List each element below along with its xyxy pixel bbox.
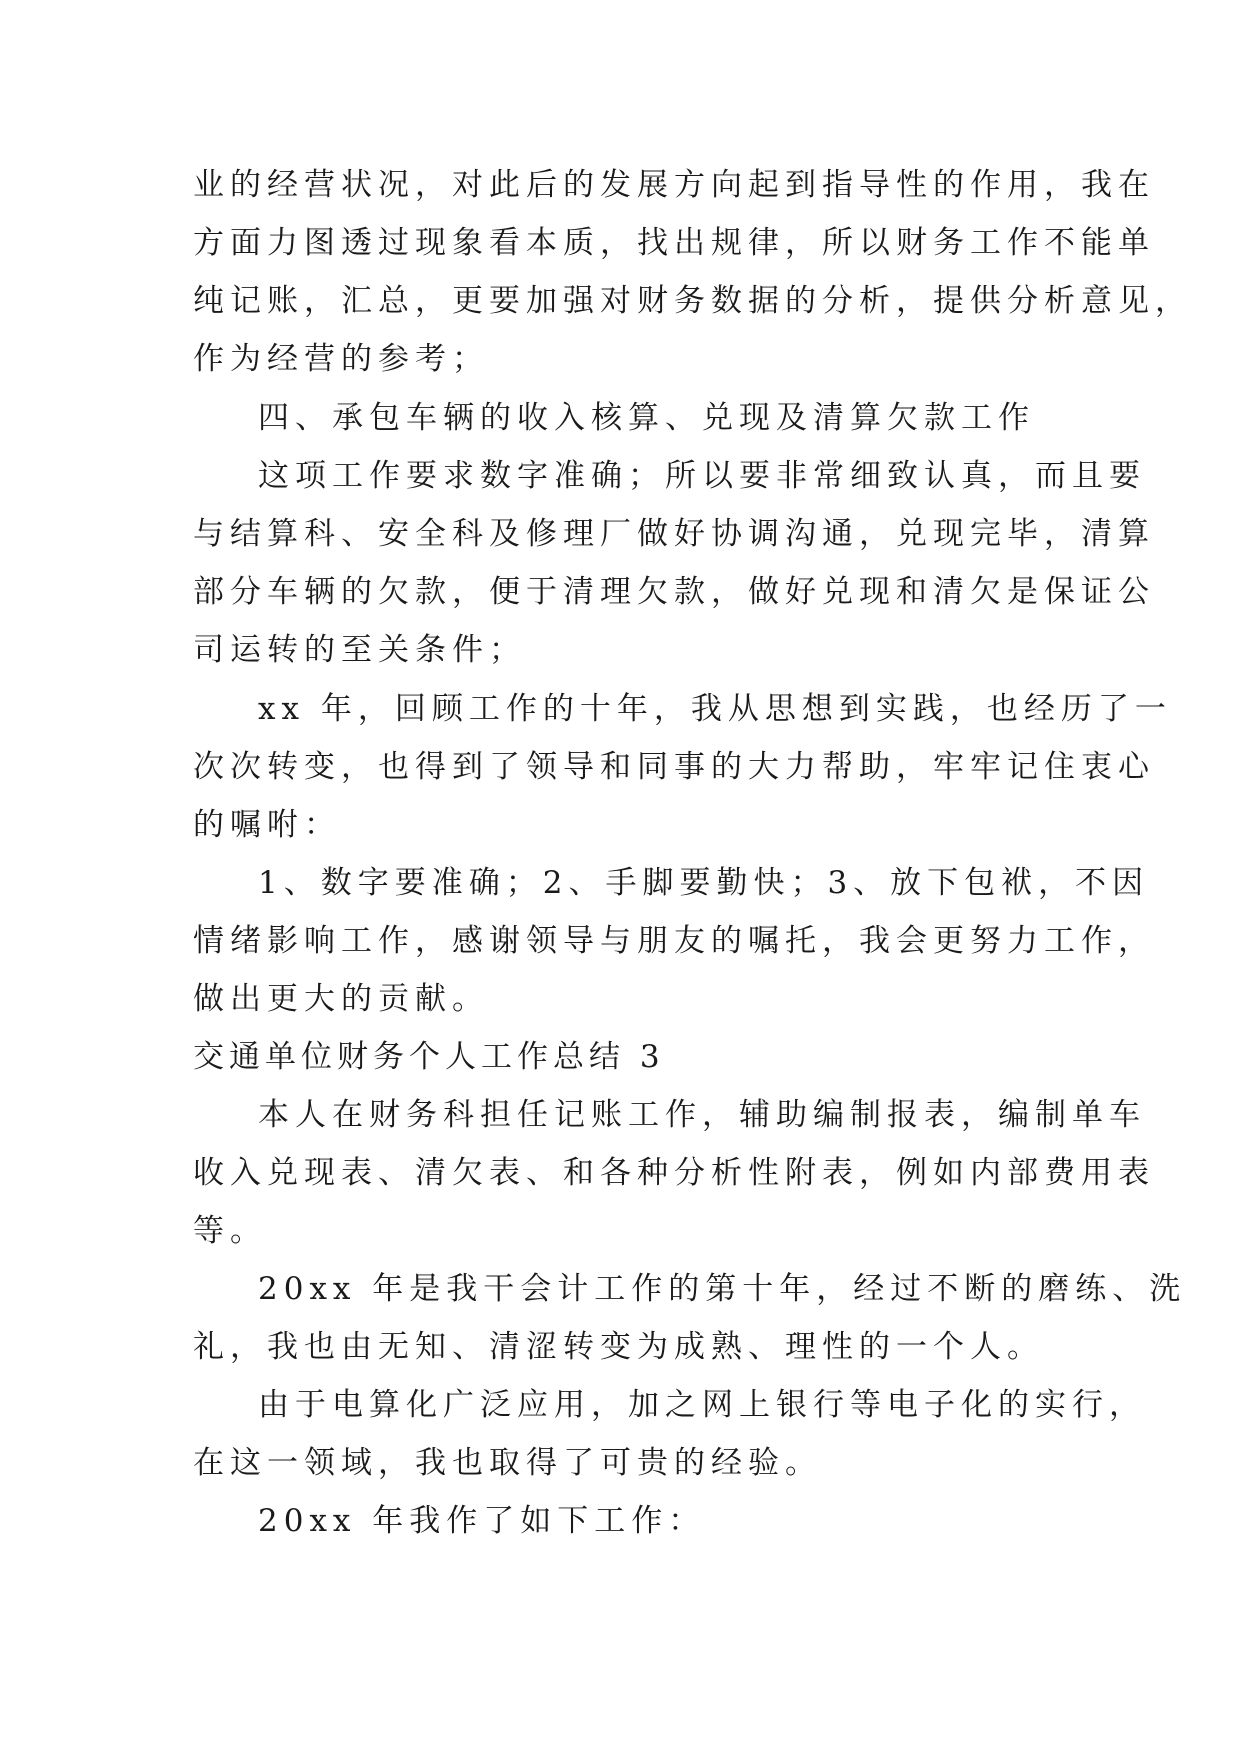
body-text-line: 由于电算化广泛应用，加之网上银行等电子化的实行， — [258, 1387, 1146, 1423]
body-text-line: 礼，我也由无知、清涩转变为成熟、理性的一个人。 — [193, 1329, 1044, 1365]
body-text-line: 收入兑现表、清欠表、和各种分析性附表，例如内部费用表 — [193, 1155, 1155, 1191]
section-heading: 四、承包车辆的收入核算、兑现及清算欠款工作 — [258, 400, 1035, 436]
body-text-line: 司运转的至关条件； — [193, 632, 526, 668]
body-text-line: 做出更大的贡献。 — [193, 981, 489, 1017]
body-text-line: 1、数字要准确；2、手脚要勤快；3、放下包袱，不因 — [258, 865, 1150, 901]
body-text-line: 的嘱咐： — [193, 807, 341, 843]
body-text-line: 在这一领域，我也取得了可贵的经验。 — [193, 1445, 822, 1481]
body-text-line: 方面力图透过现象看本质，找出规律，所以财务工作不能单 — [193, 225, 1155, 261]
body-text-line: 20xx 年我作了如下工作： — [258, 1503, 706, 1539]
body-text-line: 这项工作要求数字准确；所以要非常细致认真，而且要 — [258, 458, 1146, 494]
body-text-line: 部分车辆的欠款，便于清理欠款，做好兑现和清欠是保证公 — [193, 574, 1155, 610]
body-text-line: 作为经营的参考； — [193, 341, 489, 377]
body-text-line: 次次转变，也得到了领导和同事的大力帮助，牢牢记住衷心 — [193, 749, 1155, 785]
section-title: 交通单位财务个人工作总结 3 — [193, 1039, 665, 1075]
body-text-line: 与结算科、安全科及修理厂做好协调沟通，兑现完毕，清算 — [193, 516, 1155, 552]
body-text-line: 等。 — [193, 1213, 267, 1249]
body-text-line: xx 年，回顾工作的十年，我从思想到实践，也经历了一 — [258, 691, 1172, 727]
body-text-line: 情绪影响工作，感谢领导与朋友的嘱托，我会更努力工作， — [193, 923, 1155, 959]
body-text-line: 纯记账，汇总，更要加强对财务数据的分析，提供分析意见， — [193, 283, 1192, 319]
body-text-line: 20xx 年是我干会计工作的第十年，经过不断的磨练、洗 — [258, 1271, 1187, 1307]
body-text-line: 业的经营状况，对此后的发展方向起到指导性的作用，我在 — [193, 167, 1155, 203]
body-text-line: 本人在财务科担任记账工作，辅助编制报表，编制单车 — [258, 1097, 1146, 1133]
